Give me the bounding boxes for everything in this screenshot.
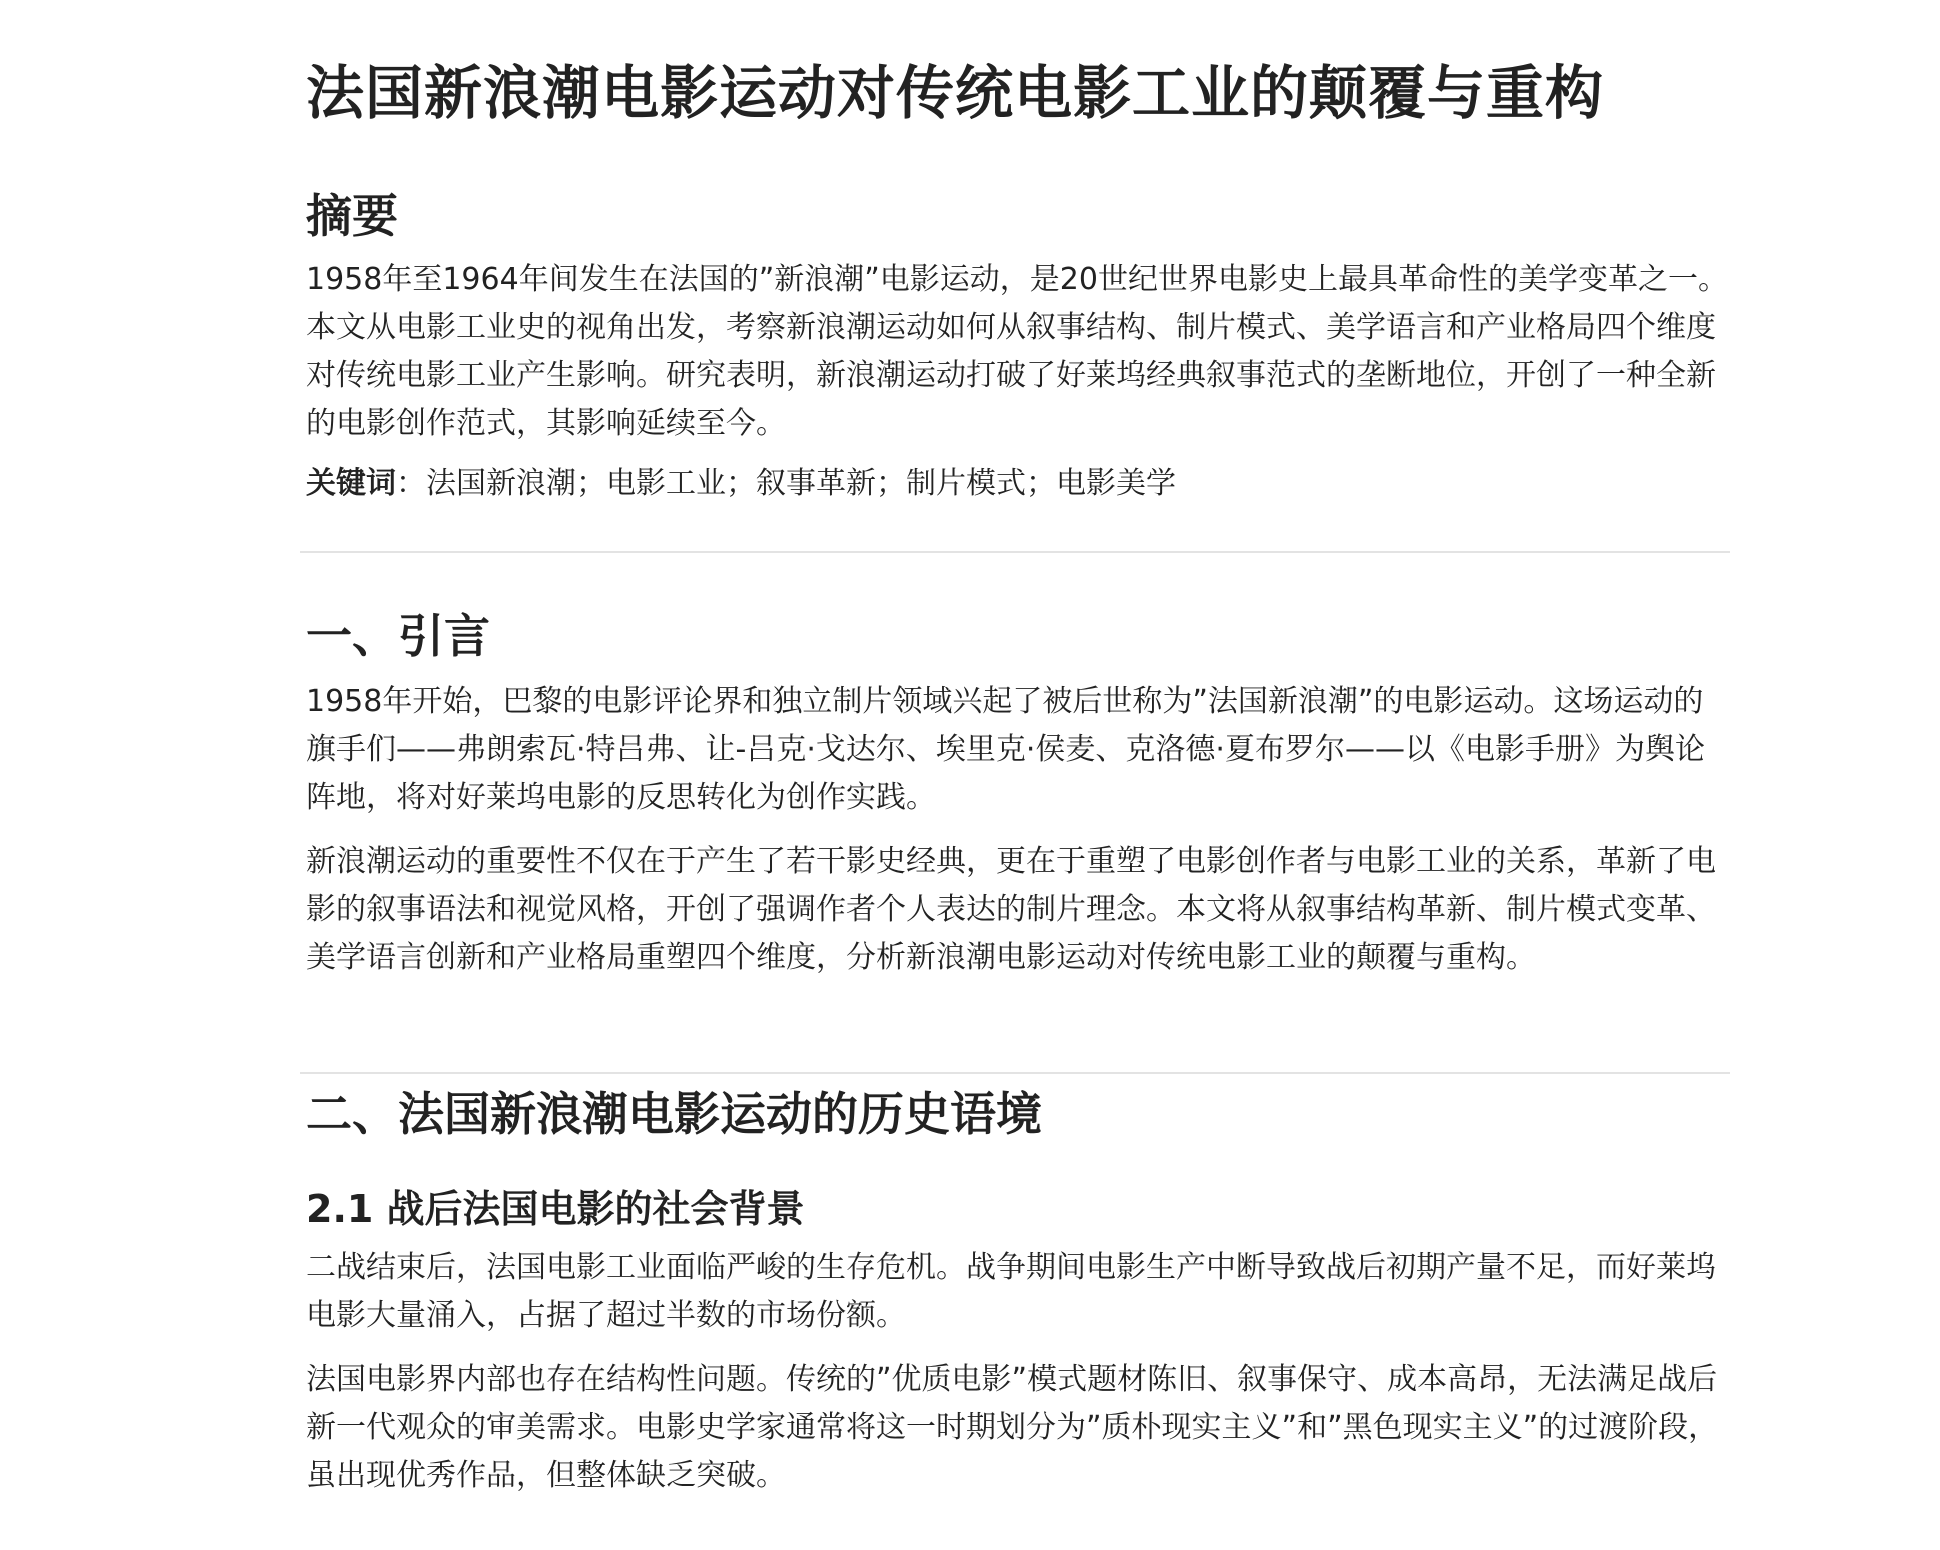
subsection-2-1-heading: 2.1 战后法国电影的社会背景 <box>306 1187 805 1231</box>
subsection-2-1-paragraph-2: 法国电影界内部也存在结构性问题。传统的”优质电影”模式题材陈旧、叙事保守、成本高昂，无法满足战后新一代观众的审美需求。电影史学家通常将这一时期划分为”质朴现实主义”和”黑色现实主义”的过渡阶段，虽出现优秀作品，但整体缺乏突破。 <box>306 1362 1719 1493</box>
document-content <box>306 0 1730 1500</box>
abstract-paragraph: 1958年至1964年间发生在法国的”新浪潮”电影运动，是20世纪世界电影史上最具革命性的美学变革之一。本文从电影工业史的视角出发，考察新浪潮运动如何从叙事结构、制片模式、美学语言和产业格局四个维度对传统电影工业产生影响。研究表明，新浪潮运动打破了好莱坞经典叙事范式的垄断地位，开创了一种全新的电影创作范式，其影响延续至今。 <box>306 262 1728 441</box>
section-divider <box>300 1072 1730 1074</box>
introduction-paragraph-1: 1958年开始，巴黎的电影评论界和独立制片领域兴起了被后世称为”法国新浪潮”的电影运动。这场运动的旗手们——弗朗索瓦·特吕弗、让-吕克·戈达尔、埃里克·侯麦、克洛德·夏布罗尔——以《电影手册》为舆论阵地，将对好莱坞电影的反思转化为创作实践。 <box>306 684 1705 815</box>
introduction-heading: 一、引言 <box>306 609 490 663</box>
abstract-heading: 摘要 <box>306 189 398 243</box>
keywords-label: 关键词 <box>306 466 396 501</box>
section-2-heading: 二、法国新浪潮电影运动的历史语境 <box>306 1087 1042 1141</box>
section-divider <box>300 551 1730 553</box>
subsection-2-1-paragraph-1: 二战结束后，法国电影工业面临严峻的生存危机。战争期间电影生产中断导致战后初期产量不足，而好莱坞电影大量涌入，占据了超过半数的市场份额。 <box>306 1250 1716 1333</box>
introduction-paragraph-2: 新浪潮运动的重要性不仅在于产生了若干影史经典，更在于重塑了电影创作者与电影工业的关系，革新了电影的叙事语法和视觉风格，开创了强调作者个人表达的制片理念。本文将从叙事结构革新、制片模式变革、美学语言创新和产业格局重塑四个维度，分析新浪潮电影运动对传统电影工业的颠覆与重构。 <box>306 844 1716 975</box>
keywords-text: ：法国新浪潮；电影工业；叙事革新；制片模式；电影美学 <box>396 466 1176 501</box>
keywords-line <box>306 460 1730 508</box>
page-title: 法国新浪潮电影运动对传统电影工业的颠覆与重构 <box>306 59 1605 127</box>
